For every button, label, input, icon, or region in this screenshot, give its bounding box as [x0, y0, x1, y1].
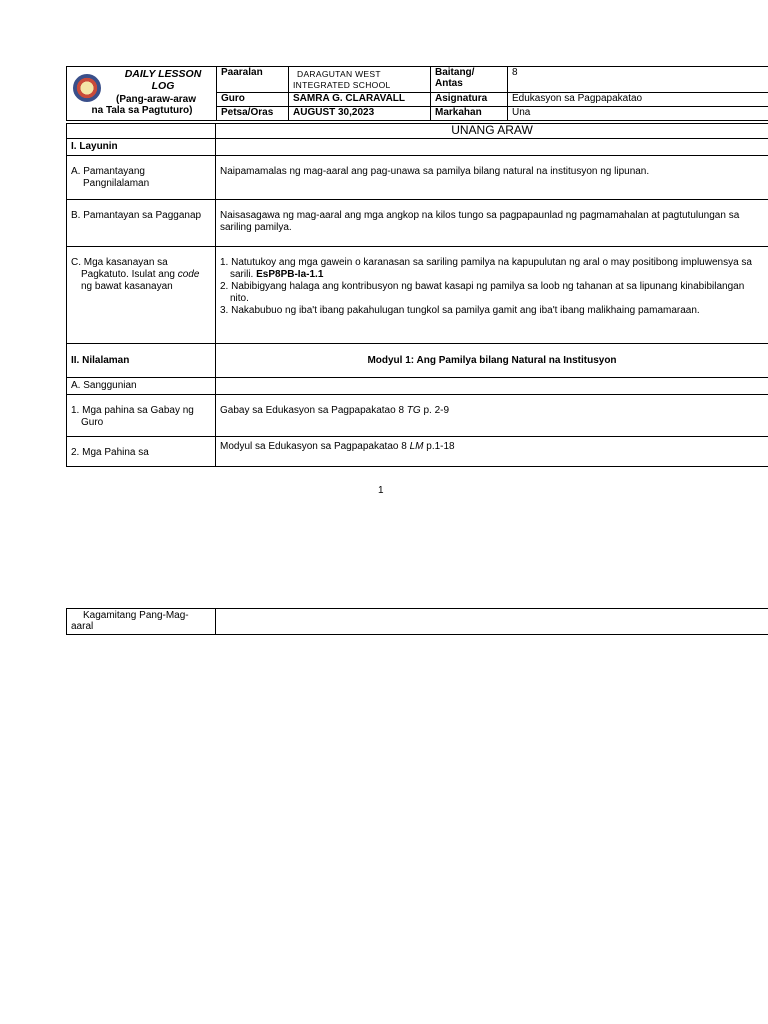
baitang-label: Baitang/ Antas: [431, 67, 508, 93]
kasanayan-value: [216, 247, 768, 344]
baitang-value: 8: [508, 67, 768, 93]
pahina-value: Modyul sa Edukasyon sa Pagpapakatao 8 LM p.1-18: [216, 437, 768, 467]
list-item: 3. Nakabubuo ng iba't ibang pakahulugan tungkol sa pamilya gamit ang iba't ibang malikhaing pamamaraan.: [220, 305, 700, 316]
paaralan-value: DARAGUTAN WEST INTEGRATED SCHOOL: [289, 67, 431, 93]
sanggunian-label: A. Sanggunian: [67, 378, 216, 395]
kagamitan-label: Kagamitang Pang-Mag- aaral: [67, 609, 216, 635]
pahina-label: 2. Mga Pahina sa: [67, 437, 216, 467]
page-subtitle: (Pang-araw-araw: [115, 94, 197, 105]
day-title: UNANG ARAW: [216, 124, 768, 139]
asignatura-label: Asignatura: [431, 93, 508, 107]
lesson-table: [66, 123, 768, 467]
markahan-value: Una: [508, 107, 768, 121]
kagamitan-value: [216, 609, 768, 635]
list-item: 2. Nabibigyang halaga ang kontribusyon ng bawat kasapi ng pamilya sa loob ng tahanan at sa lipunang kinabibilangan nito.: [220, 281, 745, 304]
petsa-label: Petsa/Oras: [217, 107, 289, 121]
markahan-label: Markahan: [431, 107, 508, 121]
layunin-value: [216, 139, 768, 156]
header-table: [66, 66, 768, 121]
gabay-label: 1. Mga pahina sa Gabay ng Guro: [67, 395, 216, 437]
asignatura-value: Edukasyon sa Pagpapakatao: [508, 93, 768, 107]
layunin-label: I. Layunin: [67, 139, 216, 156]
list-item: 1. Natutukoy ang mga gawein o karanasan sa sariling pamilya na kapupulutan ng aral o may positibong impluwensya sa sarili. EsP8PB-Ia-1.1: [220, 257, 752, 280]
kasanayan-label: C. Mga kasanayan sa Pagkatuto. Isulat ang code ng bawat kasanayan: [67, 247, 216, 344]
petsa-value: AUGUST 30,2023: [289, 107, 431, 121]
sanggunian-value: [216, 378, 768, 395]
guro-value: SAMRA G. CLARAVALL: [289, 93, 431, 107]
pamantayang-pangnilalaman-value: Naipamamalas ng mag-aaral ang pag-unawa sa pamilya bilang natural na institusyon ng lipunan.: [216, 156, 768, 200]
page-number: 1: [378, 485, 384, 496]
title-cell: [67, 67, 217, 121]
gabay-value: Gabay sa Edukasyon sa Pagpapakatao 8 TG p. 2-9: [216, 395, 768, 437]
kasanayan-list: [220, 257, 764, 317]
page-subtitle-2: na Tala sa Pagtuturo): [91, 105, 193, 116]
pamantayan-pagganap-value: Naisasagawa ng mag-aaral ang mga angkop na kilos tungo sa pagpapaunlad ng pagmamahalan at pagtutulungan sa sariling pamilya.: [216, 200, 768, 247]
pamantayan-pagganap-label: B. Pamantayan sa Pagganap: [67, 200, 216, 247]
blank-cell: [67, 124, 216, 139]
guro-label: Guro: [217, 93, 289, 107]
paaralan-label: Paaralan: [217, 67, 289, 93]
nilalaman-label: II. Nilalaman: [67, 344, 216, 378]
page-title: DAILY LESSON LOG: [124, 68, 202, 92]
page2-table: [66, 608, 768, 635]
nilalaman-value: Modyul 1: Ang Pamilya bilang Natural na Institusyon: [216, 344, 768, 378]
pamantayang-pangnilalaman-label: A. Pamantayang Pangnilalaman: [67, 156, 216, 200]
